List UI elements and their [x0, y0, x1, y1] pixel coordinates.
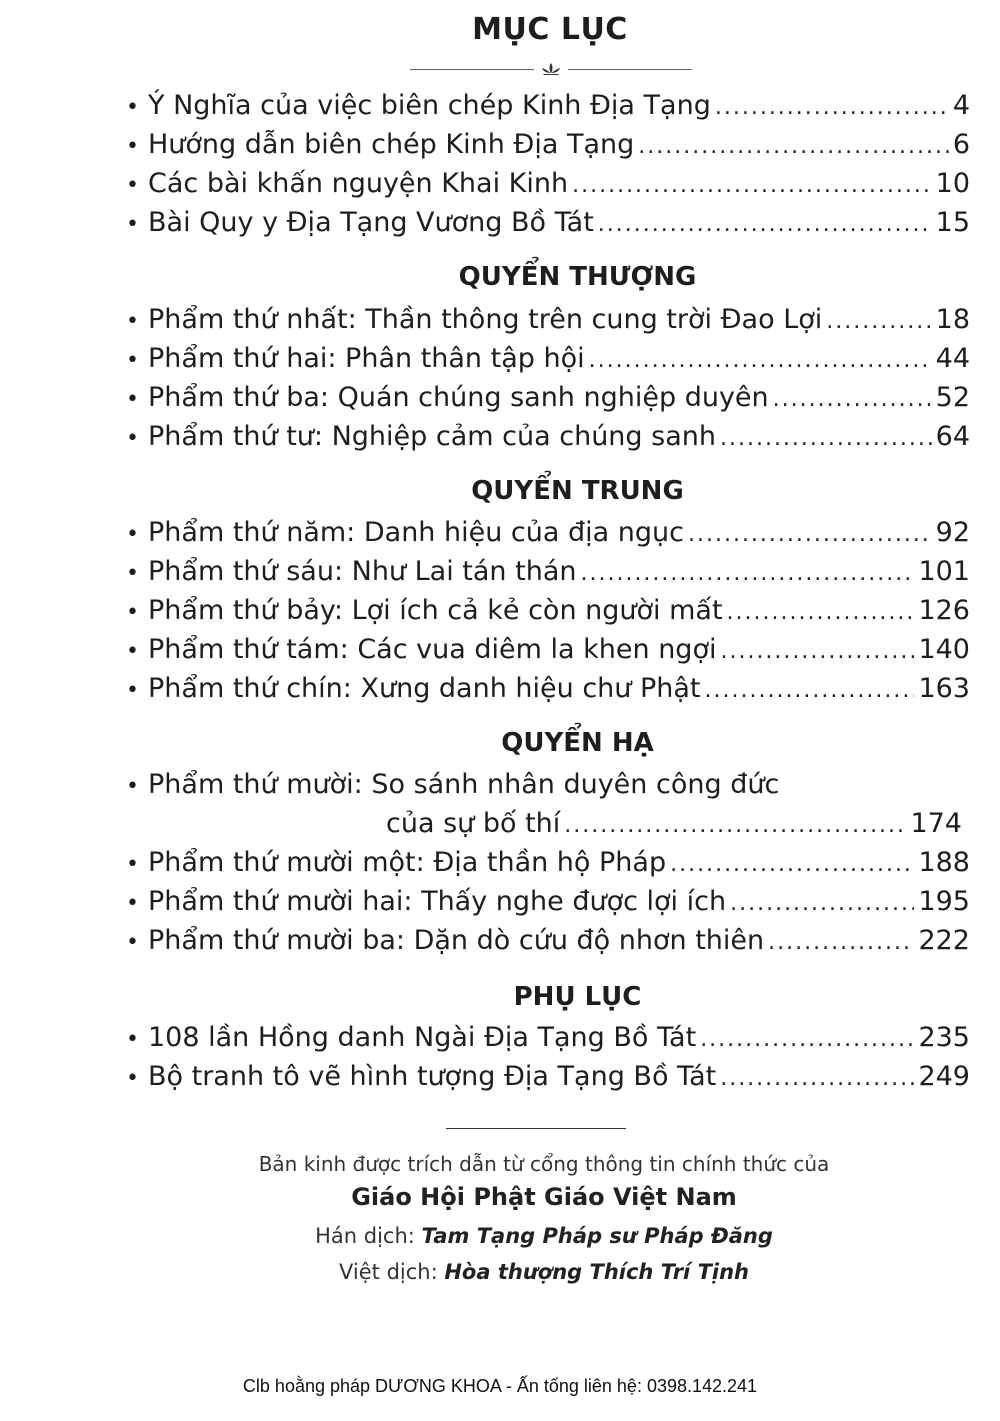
bullet: •	[126, 930, 139, 955]
dot-leader	[598, 207, 932, 243]
toc-entry-label: Phẩm thứ hai: Phân thân tập hội	[148, 343, 585, 374]
dot-leader	[715, 90, 949, 126]
dot-leader	[700, 1022, 914, 1058]
dot-leader	[826, 304, 931, 340]
toc-entry-label: Bộ tranh tô vẽ hình tượng Địa Tạng Bồ Tát	[148, 1061, 717, 1092]
dot-leader	[720, 421, 932, 457]
toc-entry-label: Phẩm thứ mười một: Địa thần hộ Pháp	[148, 847, 667, 878]
dot-leader	[670, 847, 914, 883]
han-translation-credit	[0, 1224, 1000, 1248]
toc-entry-label: Phẩm thứ tám: Các vua diêm la khen ngợi	[148, 634, 717, 665]
toc-entry[interactable]	[126, 923, 970, 959]
bullet: •	[126, 134, 139, 159]
toc-entry[interactable]	[126, 1059, 970, 1095]
toc-entry[interactable]	[126, 302, 970, 338]
bullet: •	[126, 426, 139, 451]
ornament-rule-left	[410, 69, 534, 70]
bullet: •	[126, 1066, 139, 1091]
toc-page-number: 195	[918, 886, 970, 917]
toc-entry[interactable]	[126, 380, 970, 416]
dot-leader	[720, 634, 914, 670]
section-title: PHỤ LỤC	[513, 982, 642, 1012]
toc-entry-label: Ý Nghĩa của việc biên chép Kinh Địa Tạng	[148, 90, 711, 121]
viet-label: Việt dịch:	[339, 1260, 438, 1284]
toc-entry[interactable]	[126, 632, 970, 668]
bullet: •	[126, 678, 139, 703]
toc-page-number: 140	[918, 634, 970, 665]
viet-translator: Hòa thượng Thích Trí Tịnh	[444, 1260, 749, 1284]
section-title: QUYỂN THƯỢNG	[458, 262, 697, 292]
toc-page-number: 44	[935, 343, 970, 374]
toc-entry[interactable]	[126, 767, 970, 803]
toc-entry[interactable]	[126, 884, 970, 920]
toc-entry-label: Phẩm thứ bảy: Lợi ích cả kẻ còn người mất	[148, 595, 723, 626]
bullet: •	[126, 1027, 139, 1052]
bullet: •	[126, 387, 139, 412]
toc-entry-label: Phẩm thứ tư: Nghiệp cảm của chúng sanh	[148, 421, 716, 452]
section-title: QUYỂN HẠ	[501, 728, 654, 758]
toc-entry-label: Phẩm thứ mười: So sánh nhân duyên công đức	[148, 769, 780, 800]
toc-entry[interactable]	[126, 671, 970, 707]
dot-leader	[589, 343, 932, 379]
bullet: •	[126, 309, 139, 334]
dot-leader	[773, 382, 932, 418]
toc-entry[interactable]	[126, 341, 970, 377]
toc-entry-label: Phẩm thứ chín: Xưng danh hiệu chư Phật	[148, 673, 701, 704]
toc-page-number: 174	[910, 808, 962, 839]
toc-entry[interactable]	[126, 845, 970, 881]
toc-entry-label: của sự bố thí	[386, 808, 561, 839]
page-title: MỤC LỤC	[472, 12, 628, 47]
bullet: •	[126, 522, 139, 547]
title-ornament	[410, 62, 692, 76]
toc-entry-label: 108 lần Hồng danh Ngài Địa Tạng Bồ Tát	[148, 1022, 697, 1053]
toc-entry[interactable]	[126, 166, 970, 202]
dot-leader	[720, 1061, 914, 1097]
source-note: Bản kinh được trích dẫn từ cổng thông tin chính thức của	[258, 1152, 830, 1176]
toc-page-number: 6	[952, 129, 970, 160]
toc-entry-label: Phẩm thứ mười hai: Thấy nghe được lợi ích	[148, 886, 727, 917]
toc-page-number: 126	[918, 595, 970, 626]
toc-page-number: 249	[918, 1061, 970, 1092]
toc-page-number: 64	[935, 421, 970, 452]
toc-page-number: 101	[918, 556, 970, 587]
han-translator: Tam Tạng Pháp sư Pháp Đăng	[421, 1224, 773, 1248]
toc-entry-label: Bài Quy y Địa Tạng Vương Bồ Tát	[148, 207, 594, 238]
toc-entry[interactable]	[126, 88, 970, 124]
footer-contact: Clb hoằng pháp DƯƠNG KHOA - Ấn tống liên hệ: 0398.142.241	[242, 1376, 758, 1396]
toc-page-number: 163	[918, 673, 970, 704]
toc-entry-label: Phẩm thứ ba: Quán chúng sanh nghiệp duyên	[148, 382, 769, 413]
dot-leader	[705, 673, 915, 709]
toc-entry-label: Các bài khấn nguyện Khai Kinh	[148, 168, 569, 199]
toc-entry[interactable]	[126, 554, 970, 590]
toc-page-number: 222	[918, 925, 970, 956]
toc-page-number: 18	[935, 304, 970, 335]
toc-entry-label: Phẩm thứ nhất: Thần thông trên cung trời Đao Lợi	[148, 304, 823, 335]
dot-leader	[727, 595, 915, 631]
toc-entry[interactable]	[126, 515, 970, 551]
han-label: Hán dịch:	[315, 1224, 415, 1248]
bullet: •	[126, 212, 139, 237]
divider	[446, 1128, 626, 1129]
lotus-icon	[539, 62, 563, 76]
dot-leader	[730, 886, 914, 922]
bullet: •	[126, 600, 139, 625]
toc-entry-label: Phẩm thứ sáu: Như Lai tán thán	[148, 556, 577, 587]
toc-page-number: 15	[935, 207, 970, 238]
toc-page-number: 92	[935, 517, 970, 548]
section-title: QUYỂN TRUNG	[471, 476, 684, 506]
bullet: •	[126, 891, 139, 916]
toc-page-number: 188	[918, 847, 970, 878]
bullet: •	[126, 774, 139, 799]
toc-entry[interactable]	[126, 127, 970, 163]
bullet: •	[126, 852, 139, 877]
dot-leader	[564, 808, 906, 844]
dot-leader	[572, 168, 932, 204]
toc-entry[interactable]	[126, 1020, 970, 1056]
toc-page-number: 10	[935, 168, 970, 199]
ornament-rule-right	[568, 69, 692, 70]
bullet: •	[126, 95, 139, 120]
toc-entry[interactable]	[126, 205, 970, 241]
dot-leader	[638, 129, 949, 165]
toc-page-number: 4	[952, 90, 970, 121]
bullet: •	[126, 173, 139, 198]
bullet: •	[126, 639, 139, 664]
toc-entry[interactable]	[126, 419, 970, 455]
dot-leader	[688, 517, 932, 553]
viet-translation-credit	[0, 1260, 1000, 1284]
toc-page-number: 52	[935, 382, 970, 413]
bullet: •	[126, 348, 139, 373]
dot-leader	[580, 556, 914, 592]
toc-entry-label: Phẩm thứ năm: Danh hiệu của địa ngục	[148, 517, 684, 548]
toc-page-number: 235	[918, 1022, 970, 1053]
organization-name: Giáo Hội Phật Giáo Việt Nam	[351, 1183, 737, 1211]
toc-entry-label: Hướng dẫn biên chép Kinh Địa Tạng	[148, 129, 635, 160]
toc-entry[interactable]	[126, 593, 970, 629]
toc-entry-continuation[interactable]	[386, 806, 962, 842]
dot-leader	[768, 925, 914, 961]
toc-entry-label: Phẩm thứ mười ba: Dặn dò cứu độ nhơn thiên	[148, 925, 765, 956]
bullet: •	[126, 561, 139, 586]
